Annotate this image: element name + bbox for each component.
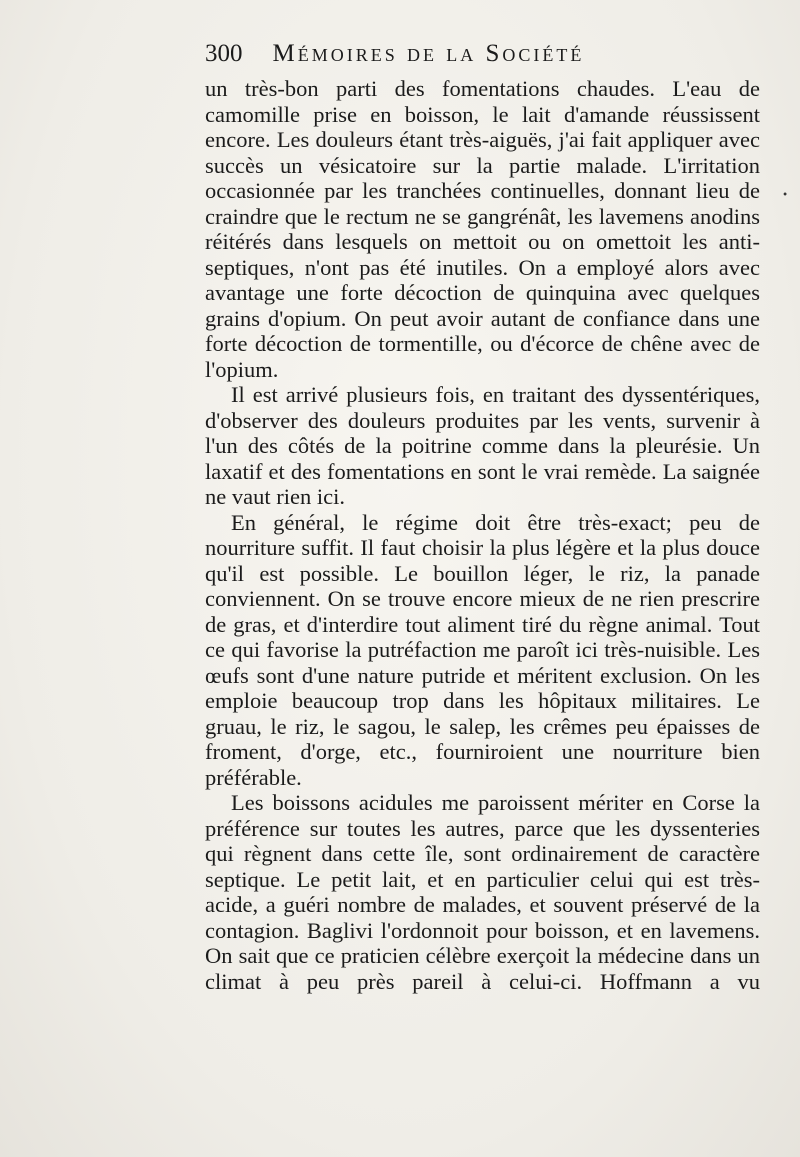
running-header [205, 40, 770, 68]
running-title: Mémoires de la Société [272, 40, 585, 67]
paragraph: Il est arrivé plusieurs fois, en traitant des dyssentériques, d'observer des douleurs produites par les vents, survenir à l'un des côtés de la poitrine comme dans la pleurésie. Un laxatif et des fomentations en sont le vrai remède. La saignée ne vaut rien ici. [205, 382, 760, 509]
body-text [205, 76, 760, 994]
paragraph: un très-bon parti des fomentations chaudes. L'eau de camomille prise en boisson, le lait d'amande réussissent encore. Les douleurs étant très-aiguës, j'ai fait appliquer avec succès un vésicatoire sur la partie malade. L'irritation occasionnée par les tranchées continuelles, donnant lieu de craindre que le rectum ne se gangrénât, les lavemens anodins réitérés dans lesquels on mettoit ou on omettoit les anti-septiques, n'ont pas été inutiles. On a employé alors avec avantage une forte décoction de quinquina avec quelques grains d'opium. On peut avoir autant de confiance dans une forte décoction de tormentille, ou d'écorce de chêne avec de l'opium. [205, 76, 760, 382]
paragraph: Les boissons acidules me paroissent mériter en Corse la préférence sur toutes les autres, parce que les dyssenteries qui règnent dans cette île, sont ordinairement de caractère septique. Le petit lait, et en particulier celui qui est très-acide, a guéri nombre de malades, et souvent préservé de la contagion. Baglivi l'ordonnoit pour boisson, et en lavemens. On sait que ce praticien célèbre exerçoit la médecine dans un climat à peu près pareil à celui-ci. Hoffmann a vu [205, 790, 760, 994]
margin-mark: • [782, 190, 788, 201]
paragraph: En général, le régime doit être très-exact; peu de nourriture suffit. Il faut choisir la plus légère et la plus douce qu'il est possible. Le bouillon léger, le riz, la panade conviennent. On se trouve encore mieux de ne rien prescrire de gras, et d'interdire tout aliment tiré du règne animal. Tout ce qui favorise la putréfaction me paroît ici très-nuisible. Les œufs sont d'une nature putride et méritent exclusion. On les emploie beaucoup trop dans les hôpitaux militaires. Le gruau, le riz, le sagou, le salep, les crêmes peu épaisses de froment, d'orge, etc., fourniroient une nourriture bien préférable. [205, 509, 760, 790]
page-number: 300 [205, 40, 243, 67]
